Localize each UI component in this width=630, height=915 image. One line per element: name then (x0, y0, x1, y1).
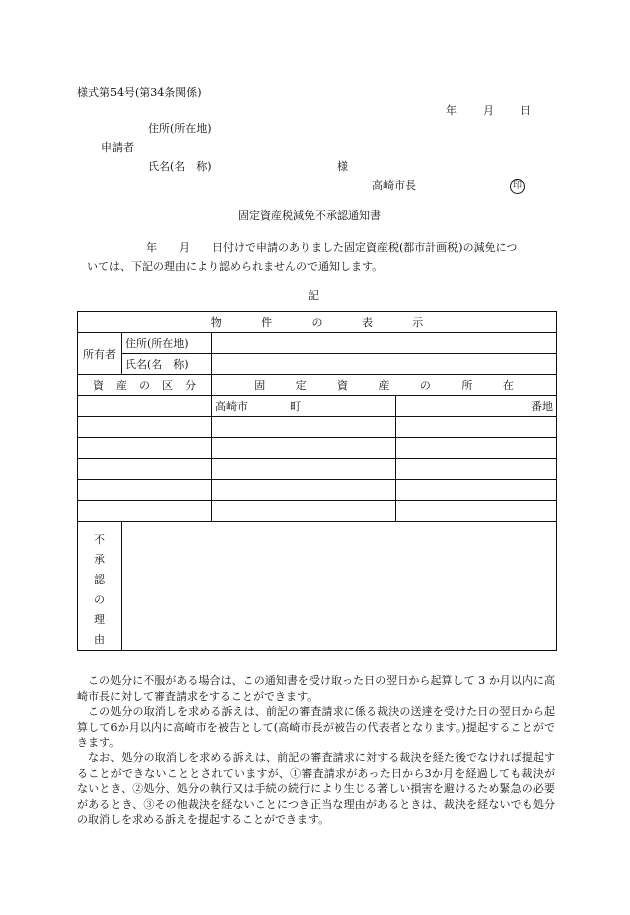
reason-label (78, 522, 122, 651)
applicant-name-label: 氏名(名 称) (148, 160, 212, 173)
asset-category-header (78, 375, 212, 396)
intro-text-line2: いては、下記の理由により認められませんので通知します。 (87, 260, 384, 273)
table-header-row (78, 312, 557, 333)
town-text: 町 (290, 400, 301, 413)
lot-cell[interactable] (396, 417, 557, 438)
reason-cell[interactable] (122, 522, 557, 651)
header-char: 在 (502, 379, 514, 392)
header-char: 区 (162, 379, 173, 392)
asset-cell[interactable] (78, 438, 212, 459)
asset-header-row (78, 375, 557, 396)
applicant-label: 申請者 (101, 141, 134, 154)
note-exception: なお、処分の取消しを求める訴えは、前記の審査請求に対する裁決を経た後でなければ提起することができないこととされていますが、①審査請求があった日から3か月を経過しても裁決がないとき、②処分、処分の執行又は手続の続行により生じる著しい損害を避けるため緊急の必要があるとき、③その他裁決を経ないことにつき正当な理由があるときは、裁決を経ないでも処分の取消しを求める訴えを提起することができます。 (77, 751, 555, 826)
location-city-cell[interactable] (212, 417, 396, 438)
reason-char: 由 (94, 633, 105, 646)
property-header (78, 312, 557, 333)
document-title: 固定資産税減免不承認通知書 (238, 209, 381, 222)
header-char: 定 (295, 379, 307, 392)
owner-label: 所有者 (78, 333, 122, 375)
header-char: 分 (185, 379, 196, 392)
lot-cell[interactable] (396, 480, 557, 501)
issuer: 高崎市長 (372, 179, 416, 192)
date-month: 月 (483, 104, 494, 117)
date-year: 年 (446, 104, 457, 117)
header-char: 資 (337, 379, 349, 392)
property-table (77, 311, 557, 651)
lot-cell[interactable] (396, 501, 557, 522)
asset-cell[interactable] (78, 480, 212, 501)
city-text: 高崎市 (215, 400, 248, 413)
owner-name-row (78, 354, 557, 375)
applicant-address-label: 住所(所在地) (148, 122, 212, 135)
owner-address-cell[interactable] (212, 333, 557, 354)
asset-cell[interactable] (78, 501, 212, 522)
seal-mark (510, 178, 525, 194)
header-char: 示 (412, 316, 424, 329)
owner-address-row (78, 333, 557, 354)
header-char: の (419, 379, 431, 392)
header-char: 産 (378, 379, 390, 392)
table-row (78, 459, 557, 480)
reason-char: 認 (94, 573, 105, 586)
header-char: 表 (361, 316, 373, 329)
table-row (78, 438, 557, 459)
location-city-cell[interactable] (212, 396, 396, 417)
location-city-cell[interactable] (212, 459, 396, 480)
ki-label: 記 (308, 289, 319, 302)
table-row (78, 396, 557, 417)
table-row (78, 417, 557, 438)
reason-char: 理 (94, 613, 105, 626)
lot-text: 番地 (531, 400, 553, 413)
asset-cell[interactable] (78, 396, 212, 417)
lot-cell[interactable] (396, 459, 557, 480)
intro-text-line1: 年 月 日付けで申請のありました固定資産税(都市計画税)の減免につ (146, 241, 518, 254)
table-row (78, 480, 557, 501)
honorific: 様 (337, 160, 348, 173)
header-char: 資 (93, 379, 104, 392)
asset-cell[interactable] (78, 417, 212, 438)
owner-name-label: 氏名(名 称) (122, 354, 212, 375)
lot-cell[interactable] (396, 438, 557, 459)
location-city-cell[interactable] (212, 438, 396, 459)
reason-char: 承 (94, 553, 105, 566)
owner-name-cell[interactable] (212, 354, 557, 375)
note-lawsuit: この処分の取消しを求める訴えは、前記の審査請求に係る裁決の送達を受けた日の翌日から起算して6か月以内に高崎市を被告として(高崎市長が被告の代表者となります。)提起することができます。 (77, 705, 555, 749)
reason-char: 不 (94, 533, 105, 546)
header-char: 件 (261, 316, 273, 329)
lot-cell[interactable] (396, 396, 557, 417)
header-char: 固 (254, 379, 266, 392)
seal-icon: 印 (510, 179, 525, 194)
owner-address-label: 住所(所在地) (122, 333, 212, 354)
reason-char: の (94, 593, 105, 606)
form-number: 様式第54号(第34条関係) (77, 86, 202, 99)
reason-row (78, 522, 557, 651)
header-char: 所 (461, 379, 473, 392)
date-day: 日 (520, 104, 531, 117)
note-appeal: この処分に不服がある場合は、この通知書を受け取った日の翌日から起算して 3 か月以内に高崎市長に対して審査請求をすることができます。 (77, 674, 555, 703)
location-city-cell[interactable] (212, 501, 396, 522)
table-row (78, 501, 557, 522)
header-char: 産 (116, 379, 127, 392)
location-header (212, 375, 557, 396)
date-line (446, 104, 531, 118)
asset-cell[interactable] (78, 459, 212, 480)
header-char: の (139, 379, 150, 392)
header-char: の (311, 316, 323, 329)
location-city-cell[interactable] (212, 480, 396, 501)
header-char: 物 (210, 316, 222, 329)
